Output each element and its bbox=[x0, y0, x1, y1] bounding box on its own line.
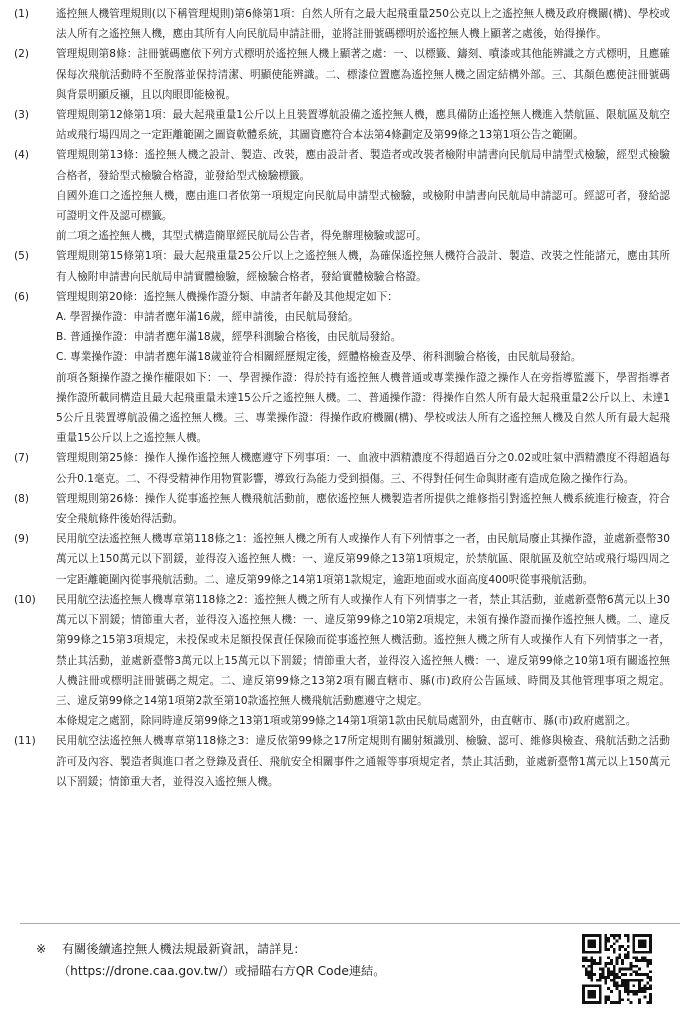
regulation-item bbox=[0, 731, 700, 792]
reference-mark: ※ bbox=[36, 942, 47, 956]
note-line-2: （https://drone.caa.gov.tw/）或掃瞄右方QR Code連結。 bbox=[58, 964, 386, 978]
item-content bbox=[56, 448, 670, 488]
item-number: (4) bbox=[14, 149, 30, 162]
item-content bbox=[56, 529, 670, 590]
item-paragraph: 遙控無人機管理規則(以下稱管理規則)第6條第1項：自然人所有之最大起飛重量250公克以上之遙控無人機及政府機關(構)、學校或法人所有之遙控無人機，應由其所有人向民航局申請註冊，並將註冊號碼標明於遙控無人機上顯著之處後，始得操作。 bbox=[56, 8, 670, 41]
item-content bbox=[56, 731, 670, 792]
item-paragraph: 管理規則第25條：操作人操作遙控無人機應遵守下列事項：一、血液中酒精濃度不得超過百分之0.02或吐氣中酒精濃度不得超過每公升0.1毫克。二、不得受精神作用物質影響，導致行為能力受到損傷。三、不得對任何生命與財產有造成危險之操作行為。 bbox=[56, 452, 670, 485]
item-content bbox=[56, 145, 670, 246]
item-paragraph: A. 學習操作證：申請者應年滿16歲，經申請後，由民航局發給。 bbox=[56, 311, 359, 324]
item-paragraph: 自國外進口之遙控無人機，應由進口者依第一項規定向民航局申請型式檢驗，或檢附申請書向民航局申請認可。經認可者，發給認可證明文件及認可標籤。 bbox=[56, 189, 670, 223]
item-paragraph: C. 專業操作證：申請者應年滿18歲並符合相關經歷規定後，經體格檢查及學、術科測驗合格後，由民航局發給。 bbox=[56, 351, 582, 364]
item-number: (2) bbox=[14, 48, 30, 61]
item-content bbox=[56, 590, 670, 731]
item-paragraph: 管理規則第20條：遙控無人機操作證分類、申請者年齡及其他規定如下： bbox=[56, 290, 398, 303]
footer-note bbox=[36, 938, 556, 982]
regulation-list bbox=[0, 4, 700, 792]
item-paragraph: 民用航空法遙控無人機專章第118條之1：遙控無人機之所有人或操作人有下列情事之一者，由民航局廢止其操作證，並處新臺幣30萬元以上150萬元以下罰鍰，並得沒入遙控無人機：一、違反第99條之13第1項規定，於禁航區、限航區及航空站或飛行場四周之一定距離範圍內從事飛航活動。二、違反第99條之14第1項第1款規定，逾距地面或水面高度400呎從事飛航活動。 bbox=[56, 533, 670, 586]
regulation-item bbox=[0, 4, 700, 44]
item-number: (10) bbox=[14, 593, 36, 606]
item-content bbox=[56, 44, 670, 105]
qr-code-icon[interactable] bbox=[582, 934, 652, 1004]
item-paragraph: 本條規定之處罰，除同時違反第99條之13第1項或第99條之14第1項第1款由民航局處罰外，由直轄市、縣(市)政府處罰之。 bbox=[56, 715, 637, 728]
item-number: (1) bbox=[14, 8, 30, 20]
item-number: (6) bbox=[14, 290, 30, 303]
regulation-item bbox=[0, 105, 700, 145]
item-paragraph: 管理規則第13條：遙控無人機之設計、製造、改裝，應由設計者、製造者或改裝者檢附申請書向民航局申請型式檢驗，經型式檢驗合格者，發給型式檢驗合格證，並發給型式檢驗標籤。 bbox=[56, 149, 670, 182]
regulation-item bbox=[0, 590, 700, 731]
regulation-item bbox=[0, 287, 700, 449]
item-paragraph: 前項各類操作證之操作權限如下：一、學習操作證：得於持有遙控無人機普通或專業操作證之操作人在旁指導監護下，學習指導者操作證所載同構造且最大起飛重量未達15公斤之遙控無人機。二、普通操作證：得操作自然人所有最大起飛重量2公斤以上、未達15公斤且裝置導航設備之遙控無人機。三、專業操作證：得操作政府機關(構)、學校或法人所有之遙控無人機及自然人所有最大起飛重量15公斤以上之遙控無人機。 bbox=[56, 371, 670, 445]
regulation-item bbox=[0, 529, 700, 590]
regulation-item bbox=[0, 145, 700, 246]
item-paragraph: 管理規則第15條第1項：最大起飛重量25公斤以上之遙控無人機，為確保遙控無人機符合設計、製造、改裝之性能諸元，應由其所有人檢附申請書向民航局申請實體檢驗，經檢驗合格者，發給實體檢驗合格證。 bbox=[56, 250, 670, 283]
item-content bbox=[56, 489, 670, 529]
item-number: (8) bbox=[14, 492, 30, 505]
item-content bbox=[56, 287, 670, 449]
item-number: (11) bbox=[14, 735, 36, 748]
item-paragraph: 管理規則第26條：操作人從事遙控無人機飛航活動前，應依遙控無人機製造者所提供之維修指引對遙控無人機系統進行檢查，符合安全飛航條件後始得活動。 bbox=[56, 492, 670, 526]
item-paragraph: 管理規則第12條第1項：最大起飛重量1公斤以上且裝置導航設備之遙控無人機，應具備防止遙控無人機進入禁航區、限航區及航空站或飛行場四周之一定距離範圍之圖資軟體系統，其圖資應符合本法第4條劃定及第99條之13第1項公告之範圍。 bbox=[56, 109, 670, 142]
regulation-item bbox=[0, 44, 700, 105]
regulation-item bbox=[0, 448, 700, 488]
item-paragraph: 民用航空法遙控無人機專章第118條之2：遙控無人機之所有人或操作人有下列情事之一者，禁止其活動，並處新臺幣6萬元以上30萬元以下罰鍰；情節重大者，並得沒入遙控無人機：一、違反第99條之10第2項規定，未領有操作證而操作遙控無人機。二、違反第99條之15第3項規定，未投保或未足額投保責任保險而從事遙控無人機活動。遙控無人機之所有人或操作人有下列情事之一者，禁止其活動，並處新臺幣3萬元以上15萬元以下罰鍰；情節重大者，並得沒入遙控無人機：一、違反第99條之10第1項有關遙控無人機註冊或標明註冊號碼之規定。二、違反第99條之13第2項有關直轄市、縣(市)政府公告區域、時間及其他管理事項之規定。三、違反第99條之14第1項第2款至第10款遙控無人機飛航活動應遵守之規定。 bbox=[56, 593, 670, 707]
item-content bbox=[56, 4, 670, 44]
item-paragraph: 管理規則第8條：註冊號碼應依下列方式標明於遙控無人機上顯著之處：一、以標籤、鑄刻、噴漆或其他能辨識之方式標明，且應確保每次飛航活動時不至脫落並保持清潔、明顯使能辨識。二、標漆位置應為遙控無人機之固定結構外部。三、其顏色應使註冊號碼與背景明顯反襯，且以肉眼即能檢視。 bbox=[56, 48, 670, 101]
regulation-item bbox=[0, 489, 700, 529]
item-number: (7) bbox=[14, 452, 30, 465]
item-number: (5) bbox=[14, 250, 30, 263]
item-paragraph: B. 普通操作證：申請者應年滿18歲，經學科測驗合格後，由民航局發給。 bbox=[56, 331, 402, 344]
note-text-1: 有關後續遙控無人機法規最新資訊，請詳見： bbox=[62, 942, 306, 956]
item-content bbox=[56, 246, 670, 286]
regulation-item bbox=[0, 246, 700, 286]
item-number: (9) bbox=[14, 533, 30, 546]
note-line-1 bbox=[36, 938, 556, 960]
divider bbox=[20, 923, 680, 924]
item-content bbox=[56, 105, 670, 145]
item-paragraph: 前二項之遙控無人機，其型式構造簡單經民航局公告者，得免辦理檢驗或認可。 bbox=[56, 230, 427, 243]
item-paragraph: 民用航空法遙控無人機專章第118條之3：違反依第99條之17所定規則有關射頻識別、檢驗、認可、維修與檢查、飛航活動之活動許可及內容、製造者與進口者之登錄及責任、飛航安全相關事件之通報等事項規定者，禁止其活動，並處新臺幣1萬元以上150萬元以下罰鍰；情節重大者，並得沒入遙控無人機。 bbox=[56, 735, 670, 788]
item-number: (3) bbox=[14, 109, 30, 122]
